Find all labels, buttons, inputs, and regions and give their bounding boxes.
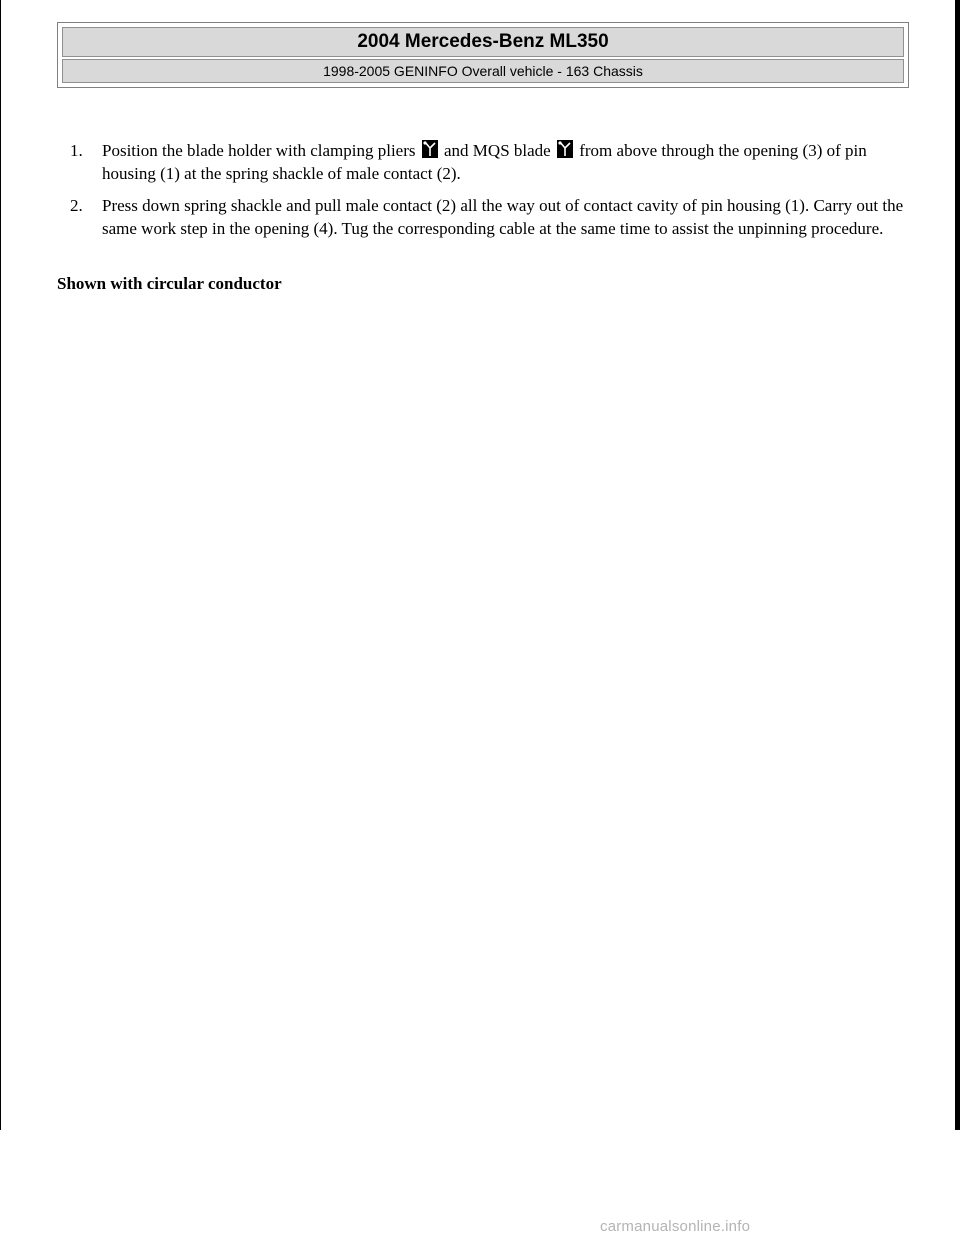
- procedure-steps: [70, 139, 910, 249]
- page-header: [57, 22, 909, 88]
- page-right-edge: [955, 0, 960, 1130]
- watermark: carmanualsonline.info: [600, 1218, 751, 1235]
- step-text: from above through the opening (3) of pin housing (1) at the spring shackle of male contact (2).: [102, 141, 867, 183]
- tool-icon[interactable]: [557, 140, 573, 158]
- step-item: [70, 194, 910, 240]
- tool-icon[interactable]: [422, 140, 438, 158]
- step-text: and MQS blade: [444, 141, 551, 160]
- header-title: 2004 Mercedes-Benz ML350: [62, 27, 904, 57]
- step-item: [70, 139, 910, 185]
- page-left-edge: [0, 0, 1, 1130]
- figure-caption: Shown with circular conductor: [57, 274, 282, 293]
- step-number: 1.: [70, 141, 83, 160]
- header-subtitle: 1998-2005 GENINFO Overall vehicle - 163 Chassis: [62, 59, 904, 83]
- step-number: 2.: [70, 196, 83, 215]
- step-text: Press down spring shackle and pull male contact (2) all the way out of contact cavity of pin housing (1). Carry out the same work step in the opening (4). Tug the corresponding cable at the same time to assist the unpinning procedure.: [102, 196, 904, 238]
- step-text: Position the blade holder with clamping pliers: [102, 141, 416, 160]
